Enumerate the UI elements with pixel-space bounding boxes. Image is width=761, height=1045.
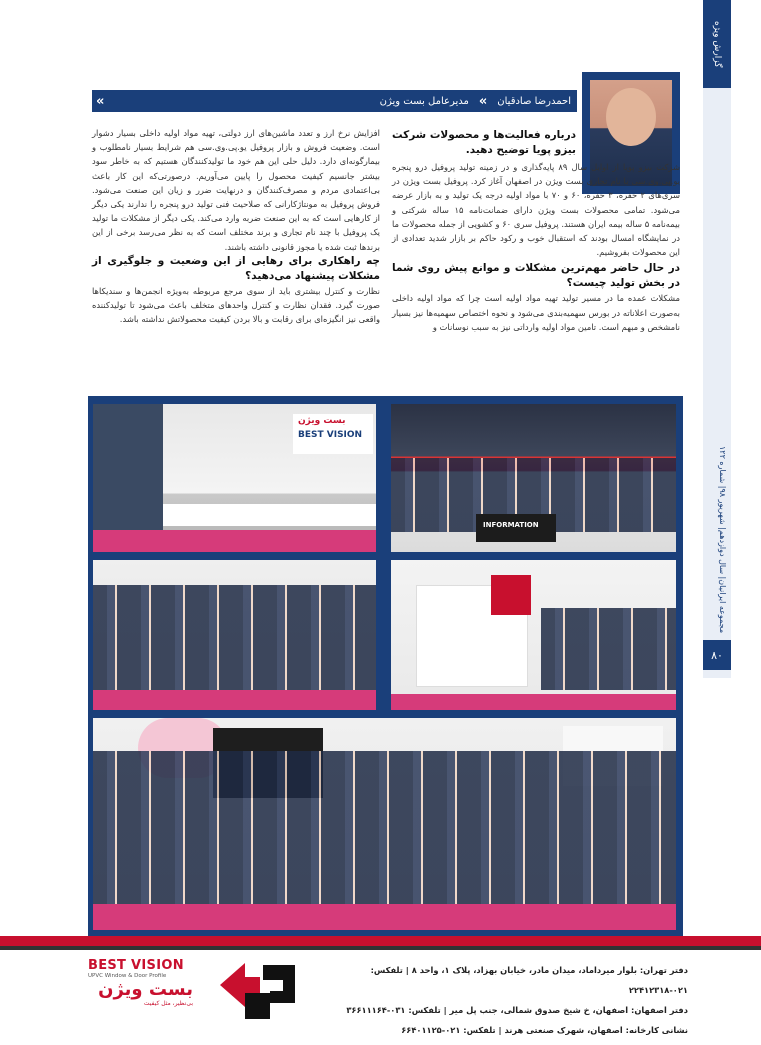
brand-name-fa: بست ویژن bbox=[98, 979, 193, 1000]
header-role: مدیرعامل بست ویژن bbox=[379, 95, 469, 107]
page-number: ۸۰ bbox=[703, 640, 731, 670]
brand-logo-icon bbox=[215, 955, 305, 1027]
brand-block bbox=[88, 958, 193, 1007]
floor bbox=[93, 530, 376, 552]
address-factory: نشانی کارخانه: اصفهان، شهرک صنعتی هرند | تلفکس: ۰۲۱-۶۶۴۰۱۱۲۵ bbox=[401, 1025, 688, 1035]
team-group bbox=[93, 751, 676, 904]
section-tab: گزارش ویژه bbox=[703, 0, 731, 88]
answer-2: مشکلات عمده ما در مسیر تولید تهیه مواد اولیه است چرا که مواد اولیه داخلی به‌صورت اعلاناته در بورس سهمیه‌بندی می‌شود و نحوه اختصاص سهمیه‌ها نیز بسیار نامشخص و مبهم است. تامین مواد اولیه وارداتی نیز به سبب نوسانات و bbox=[392, 293, 680, 332]
photo-info-desk bbox=[391, 404, 676, 552]
answer-3: نظارت و کنترل بیشتری باید از سوی مرجع مربوطه به‌ویژه انجمن‌ها و سندیکاها صورت گیرد. فقدان نظارت و کنترل واحدهای متخلف باعث می‌شود تا تولیدکننده واقعی نیز انگیزه‌ای برای رقابت و بالا بردن کیفیت محصولاتش نداشته باشد. bbox=[92, 285, 380, 325]
brand-tagline: بی‌نظیر، مثل کیفیت bbox=[143, 1000, 193, 1007]
floor bbox=[93, 690, 376, 710]
footer-red-bar bbox=[0, 936, 761, 946]
booth-sign-en: BEST VISION bbox=[298, 430, 363, 440]
answer-1: شرکت بیزو پویا از اوایل سال ۸۹ پایه‌گذاری و در زمینه تولید پروفیل درو پنجره یو.پی.وی.سی با نام تجاری بست ویژن در اصفهان آغاز کرد. پروفیل بست ویژن در سری‌های ۲ حفره، ۳ حفره، ۶۰ و ۷۰ با مواد اولیه درجه یک تولید و به بازار عرضه می‌شود. تمامی محصولات بست ویژن دارای ضمانت‌نامه ۱۵ ساله شرکتی و بیمه‌نامه ۵ ساله بیمه ایران هستند. پروفیل سری ۶۰ و کشویی از جمله محصولات ما در نمایشگاه امسال بودند که استقبال خوب و رکود حاکم بر بازار شدید تعدادی از این محصولات بفروشیم. bbox=[392, 162, 681, 258]
brand-name-en: BEST VISION bbox=[88, 958, 184, 973]
booth-sign-fa: بست ویژن bbox=[298, 416, 346, 426]
photo-booth-wide bbox=[93, 404, 376, 552]
photo-staff-group bbox=[93, 560, 376, 710]
info-desk-label: INFORMATION bbox=[483, 521, 539, 529]
brand-subtitle: UPVC Window & Door Profile bbox=[88, 973, 167, 979]
question-2: در حال حاضر مهم‌ترین مشکلات و موانع پیش روی شما در بخش تولید چیست؟ bbox=[392, 262, 680, 290]
photo-booth-display bbox=[391, 560, 676, 710]
floor bbox=[93, 904, 676, 930]
right-column-body bbox=[392, 160, 680, 334]
left-column bbox=[92, 126, 380, 326]
portrait-face bbox=[606, 88, 656, 146]
address-isfahan: دفتر اصفهان: اصفهان، خ شیخ صدوق شمالی، جنب پل میر | تلفکس: ۰۳۱-۳۶۶۱۱۱۶۴ bbox=[346, 1005, 688, 1015]
contact-addresses bbox=[318, 960, 688, 1040]
address-tehran: دفتر تهران: بلوار میرداماد، میدان مادر، خیابان بهزاد، پلاک ۱، واحد ۸ | تلفکس: ۰۲۱-۲۲۴۱۲۳۱۸ bbox=[370, 965, 688, 995]
right-column bbox=[392, 128, 576, 158]
question-3: چه راهکاری برای رهایی از این وضعیت و جلوگیری از مشکلات پیشنهاد می‌دهید؟ bbox=[92, 254, 380, 282]
interview-header bbox=[92, 90, 577, 112]
question-1: درباره فعالیت‌ها و محصولات شرکت بیزو پویا توضیح دهید. bbox=[392, 129, 576, 156]
visitors-crowd bbox=[541, 608, 676, 691]
photo-gallery bbox=[88, 396, 683, 936]
chevron-double-left-icon: « bbox=[96, 93, 105, 109]
chevron-double-left-icon: « bbox=[478, 93, 488, 109]
staff-group bbox=[93, 585, 376, 690]
magazine-line: مجموعه ایرانیان| سال دوازدهم| شهریور ۹۸| شماره ۱۲۲ bbox=[718, 446, 727, 634]
floor bbox=[391, 694, 676, 710]
answer-2-continued: افزایش نرخ ارز و تعدد ماشین‌های ارز دولتی، تهیه مواد اولیه داخلی بسیار دشوار است. وضعیت فروش و بازار پروفیل یو.پی.وی.سی هم شرایط بسیار نامطلوب و بیمارگونه‌ای دارد. دلیل حلی این هم خود ما تولیدکنندگان هستیم که به خاطر سود بیشتر جانسیم کیفیت محصول را پایین می‌آوریم. درصورتی‌که این کار باعث بی‌اعتمادی مردم و مصرف‌کنندگان و درنهایت ضرر و زیان این صنعت می‌شود. فروش پروفیل به مونتاژکارانی که صلاحیت فنی تولید درو پنجره را ندارند یکی دیگر از کارهایی است که به این صنعت ضربه وارد می‌کند. یکی دیگر از مشکلات ما تولید یک پروفیل با چند نام تجاری و برند مختلف است که به نظر می‌رسد برخی از این برندها ثبت شده یا مجوز قانونی داشته باشند. bbox=[92, 128, 380, 252]
header-name: احمدرضا صادقیان bbox=[497, 95, 571, 107]
photo-team-large bbox=[93, 718, 676, 930]
